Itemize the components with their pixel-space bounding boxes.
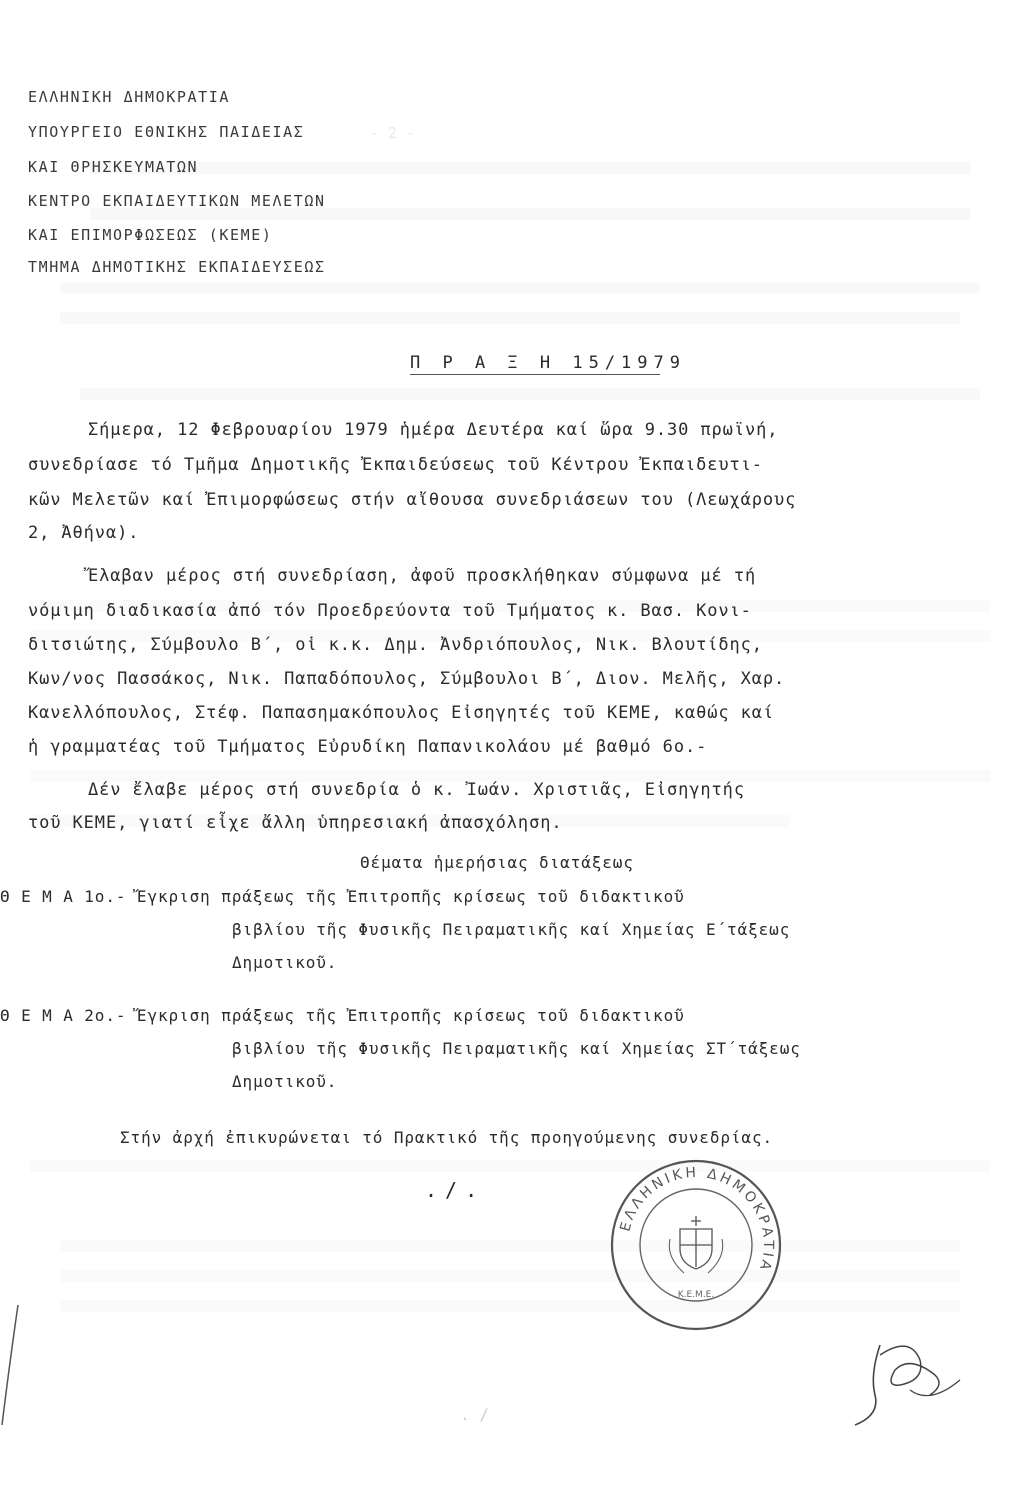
agenda-item-1-cont: Δημοτικοῦ.: [232, 953, 338, 972]
body-line: 2, Ἀθήνα).: [28, 523, 140, 543]
show-through-mark: . /: [460, 1405, 489, 1424]
svg-text:Κ.Ε.Μ.Ε.: Κ.Ε.Μ.Ε.: [677, 1290, 715, 1300]
body-line: νόμιμη διαδικασία ἀπό τόν Προεδρεύοντα τοῦ Τμήματος κ. Βασ. Κονι-: [28, 601, 752, 621]
agenda-item-2-cont: Δημοτικοῦ.: [232, 1072, 338, 1091]
header-line: ΤΜΗΜΑ ΔΗΜΟΤΙΚΗΣ ΕΚΠΑΙΔΕΥΣΕΩΣ: [28, 258, 326, 276]
document-page: - 2 - ΕΛΛΗΝΙΚΗ ΔΗΜΟΚΡΑΤΙΑ ΥΠΟΥΡΓΕΙΟ ΕΘΝΙΚΗΣ ΠΑΙΔΕΙΑΣ ΚΑΙ ΘΡΗΣΚΕΥΜΑΤΩΝ ΚΕΝΤΡΟ ΕΚΠΑΙΔΕΥΤΙΚΩΝ ΜΕΛΕΤΩΝ ΚΑΙ ΕΠΙΜΟΡΦΩΣΕΩΣ (ΚΕΜΕ) ΤΜΗΜΑ ΔΗΜΟΤΙΚΗΣ ΕΚΠΑΙΔΕΥΣΕΩΣ Π Ρ Α Ξ Η 15/1979 Σήμερα, 12 Φεβρουαρίου 1979 ἡμέρα Δευτέρα καί ὥρα 9.30 πρωϊνή, συνεδρίασε τό Τμῆμα Δημοτικῆς Ἐκπαιδεύσεως τοῦ Κέντρου Ἐκπαιδευτι- κῶν Μελετῶν καί Ἐπιμορφώσεως στήν αἴθουσα συνεδριάσεων του (Λεωχάρους 2, Ἀθήνα). Ἔλαβαν μέρος στή συνεδρίαση, ἀφοῦ προσκλήθηκαν σύμφωνα μέ τή νόμιμη διαδικασία ἀπό τόν Προεδρεύοντα τοῦ Τμήματος κ. Βασ. Κονι- διτσιώτης, Σύμβουλο Β΄, οἱ κ.κ. Δημ. Ἀνδριόπουλος, Νικ. Βλουτίδης, Κων/νος Πασσάκος, Νικ. Παπαδόπουλος, Σύμβουλοι Β΄, Διον. Μελῆς, Χαρ. Κανελλόπουλος, Στέφ. Παπασημακόπουλος Εἰσηγητές τοῦ ΚΕΜΕ, καθώς καί ἡ γραμματέας τοῦ Τμήματος Εὐρυδίκη Παπανικολάου μέ βαθμό 6ο.- Δέν ἔλαβε μέρος στή συνεδρία ὁ κ. Ἰωάν. Χριστιᾶς, Εἰσηγητής τοῦ ΚΕΜΕ, γιατί εἶχε ἄλλη ὑπηρεσιακή ἀπασχόληση. Θέματα ἡμερήσιας διατάξεως Θ Ε Μ Α 1ο.- Ἔγκριση πράξεως τῆς Ἐπιτροπῆς κρίσεως τοῦ διδακτικοῦ βιβλίου τῆς Φυσικῆς Πειραματικῆς καί Χημείας Ε΄τάξεως Δημοτικοῦ. Θ Ε Μ Α 2ο.- Ἔγκριση πράξεως τῆς Ἐπιτροπῆς κρίσεως τοῦ διδακτικοῦ βιβλίου τῆς Φυσικῆς Πειραματικῆς καί Χημείας ΣΤ΄τάξεως Δημοτικοῦ. Στήν ἀρχή ἐπικυρώνεται τό Πρακτικό τῆς προηγούμενης συνεδρίας. ./. ΕΛΛΗΝΙΚΗ ΔΗΜΟΚΡΑΤΙΑ Κ.Ε.Μ.Ε. . /: [0, 0, 1022, 1500]
agenda-item-1: Θ Ε Μ Α 1ο.- Ἔγκριση πράξεως τῆς Ἐπιτροπῆς κρίσεως τοῦ διδακτικοῦ: [0, 887, 685, 906]
body-line: Κανελλόπουλος, Στέφ. Παπασημακόπουλος Εἰσηγητές τοῦ ΚΕΜΕ, καθώς καί: [28, 703, 775, 723]
agenda-item-2-cont: βιβλίου τῆς Φυσικῆς Πειραματικῆς καί Χημείας ΣΤ΄τάξεως: [232, 1039, 801, 1058]
body-line: Στήν ἀρχή ἐπικυρώνεται τό Πρακτικό τῆς προηγούμενης συνεδρίας.: [120, 1128, 774, 1147]
svg-text:ΕΛΛΗΝΙΚΗ ΔΗΜΟΚΡΑΤΙΑ: ΕΛΛΗΝΙΚΗ ΔΗΜΟΚΡΑΤΙΑ: [617, 1164, 777, 1275]
body-line: κῶν Μελετῶν καί Ἐπιμορφώσεως στήν αἴθουσα συνεδριάσεων του (Λεωχάρους: [28, 490, 797, 510]
document-title: Π Ρ Α Ξ Η 15/1979: [410, 353, 686, 373]
header-line: ΚΕΝΤΡΟ ΕΚΠΑΙΔΕΥΤΙΚΩΝ ΜΕΛΕΤΩΝ: [28, 192, 326, 210]
body-line: Κων/νος Πασσάκος, Νικ. Παπαδόπουλος, Σύμβουλοι Β΄, Διον. Μελῆς, Χαρ.: [28, 669, 786, 689]
body-line: ἡ γραμματέας τοῦ Τμήματος Εὐρυδίκη Παπανικολάου μέ βαθμό 6ο.-: [28, 737, 708, 757]
body-line: Δέν ἔλαβε μέρος στή συνεδρία ὁ κ. Ἰωάν. Χριστιᾶς, Εἰσηγητής: [88, 780, 745, 800]
margin-mark: [0, 1300, 30, 1430]
agenda-item-2: Θ Ε Μ Α 2ο.- Ἔγκριση πράξεως τῆς Ἐπιτροπῆς κρίσεως τοῦ διδακτικοῦ: [0, 1006, 685, 1025]
body-line: Σήμερα, 12 Φεβρουαρίου 1979 ἡμέρα Δευτέρα καί ὥρα 9.30 πρωϊνή,: [88, 420, 779, 440]
agenda-item-1-cont: βιβλίου τῆς Φυσικῆς Πειραματικῆς καί Χημείας Ε΄τάξεως: [232, 920, 791, 939]
body-line: Ἔλαβαν μέρος στή συνεδρίαση, ἀφοῦ προσκλήθηκαν σύμφωνα μέ τή: [88, 566, 757, 586]
body-line: διτσιώτης, Σύμβουλο Β΄, οἱ κ.κ. Δημ. Ἀνδριόπουλος, Νικ. Βλουτίδης,: [28, 635, 763, 655]
header-line: ΥΠΟΥΡΓΕΙΟ ΕΘΝΙΚΗΣ ΠΑΙΔΕΙΑΣ: [28, 123, 305, 141]
header-line: ΚΑΙ ΘΡΗΣΚΕΥΜΑΤΩΝ: [28, 158, 199, 176]
page-continuation-mark: ./.: [425, 1178, 486, 1202]
header-line: ΕΛΛΗΝΙΚΗ ΔΗΜΟΚΡΑΤΙΑ: [28, 88, 230, 106]
title-underline: [410, 374, 660, 375]
agenda-heading: Θέματα ἡμερήσιας διατάξεως: [360, 853, 634, 872]
official-seal: [608, 1157, 784, 1333]
handwritten-signature: [840, 1325, 970, 1435]
body-line: συνεδρίασε τό Τμῆμα Δημοτικῆς Ἐκπαιδεύσεως τοῦ Κέντρου Ἐκπαιδευτι-: [28, 455, 763, 475]
header-line: ΚΑΙ ΕΠΙΜΟΡΦΩΣΕΩΣ (ΚΕΜΕ): [28, 226, 273, 244]
body-line: τοῦ ΚΕΜΕ, γιατί εἶχε ἄλλη ὑπηρεσιακή ἀπασχόληση.: [28, 813, 563, 833]
